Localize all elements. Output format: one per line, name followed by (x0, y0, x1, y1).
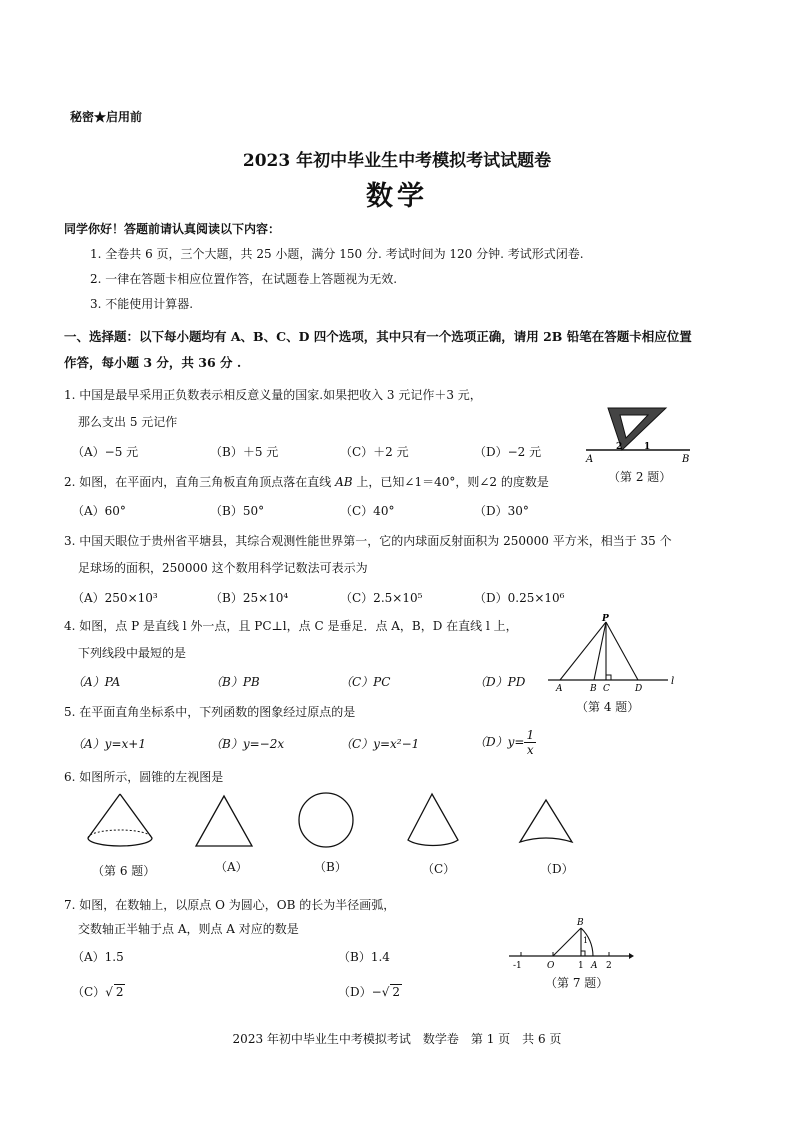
q2-option-d: （D）30° (474, 504, 529, 518)
fraction-1-over-x (524, 728, 536, 757)
q4-figure (540, 612, 690, 694)
option-a-triangle (196, 796, 252, 846)
frac-den: x (526, 743, 534, 757)
q1-option-b: （B）＋5 元 (210, 445, 279, 459)
label-b: B (590, 684, 597, 694)
option-b-circle (299, 793, 353, 847)
option-d-curved-triangle (520, 800, 572, 842)
q5-option-d (474, 728, 536, 757)
q5-option-c: （C）y=x²−1 (340, 737, 420, 751)
q2-stem-post: 上，已知∠1＝40°，则∠2 的度数是 (352, 475, 549, 489)
label-seg-1: 1 (583, 936, 589, 945)
q4-stem-1: 4. 如图，点 P 是直线 l 外一点，且 PC⊥l，点 C 是垂足．点 A，B，D 在直线 l 上， (64, 619, 518, 633)
q1-option-c: （C）＋2 元 (340, 445, 409, 459)
q6-caption: （第 6 题） (92, 864, 156, 878)
q4-option-a: （A）PA (72, 675, 121, 689)
q2-stem-ab: AB (335, 475, 353, 489)
label-d: D (635, 684, 643, 694)
label-a: A (591, 961, 598, 971)
q3-option-d: （D）0.25×10⁶ (474, 591, 565, 605)
q1-stem-2: 那么支出 5 元记作 (78, 415, 178, 429)
sqrt-2-neg: 2 (392, 985, 400, 999)
page-footer: 2023 年初中毕业生中考模拟考试 数学卷 第 1 页 共 6 页 (232, 1032, 562, 1046)
segment-pa (560, 622, 606, 680)
q5-option-b: （B）y=−2x (210, 737, 285, 751)
q1-option-d: （D）−2 元 (474, 445, 542, 459)
label-minus-1: -1 (513, 961, 522, 971)
q7-option-c-label: （C） (72, 985, 106, 999)
label-c: C (603, 684, 610, 694)
label-1: 1 (578, 961, 584, 971)
q7-caption: （第 7 题） (545, 976, 609, 990)
option-c-sector (408, 794, 458, 845)
q7-stem-1: 7. 如图，在数轴上，以原点 O 为圆心，OB 的长为半径画弧， (64, 898, 396, 912)
cone-3d (88, 794, 152, 846)
frac-num: 1 (526, 728, 535, 742)
q6-label-d: （D） (540, 862, 574, 876)
section1-line1: 一、选择题：以下每小题均有 A、B、C、D 四个选项，其中只有一个选项正确，请用 2B 铅笔在答题卡相应位置 (64, 329, 692, 344)
q6-label-a: （A） (215, 860, 248, 874)
sqrt-2: 2 (115, 985, 124, 999)
q5-stem: 5. 在平面直角坐标系中，下列函数的图象经过原点的是 (64, 705, 356, 719)
q5-option-a: （A）y=x+1 (72, 737, 146, 751)
q7-option-d-label: （D）− (338, 985, 382, 999)
q3-stem-2: 足球场的面积，250000 这个数用科学记数法可表示为 (78, 561, 368, 575)
label-a: A (556, 684, 563, 694)
q2-option-b: （B）50° (210, 504, 265, 518)
label-b: B (577, 918, 584, 928)
intro-item-2: 2. 一律在答题卡相应位置作答，在试题卷上答题视为无效. (90, 272, 398, 286)
q4-stem-2: 下列线段中最短的是 (78, 646, 187, 660)
q3-stem-1: 3. 中国天眼位于贵州省平塘县，其综合观测性能世界第一，它的内球面反射面积为 250000 平方米，相当于 35 个 (64, 534, 672, 548)
q7-option-c: （C）√ 2 (72, 985, 124, 999)
q3-option-c: （C）2.5×10⁵ (340, 591, 423, 605)
q1-stem-1: 1. 中国是最早采用正负数表示相反意义量的国家.如果把收入 3 元记作＋3 元， (64, 388, 482, 402)
label-2: 2 (606, 961, 612, 971)
section1-line2: 作答，每小题 3 分，共 36 分 . (64, 355, 242, 370)
q2-stem (64, 473, 549, 490)
q4-option-d: （D）PD (474, 675, 526, 689)
arrow-icon (629, 953, 634, 959)
intro-heading: 同学你好！答题前请认真阅读以下内容： (64, 222, 281, 236)
q4-option-b: （B）PB (210, 675, 260, 689)
label-angle-2: 2 (616, 442, 623, 452)
label-p: P (602, 614, 609, 624)
q6-label-b: （B） (314, 860, 347, 874)
q4-caption: （第 4 题） (576, 700, 640, 714)
q7-option-d: （D）−√ 2 (338, 985, 400, 999)
label-o: O (547, 961, 555, 971)
q6-stem: 6. 如图所示，圆锥的左视图是 (64, 770, 224, 784)
segment-ob (553, 928, 581, 956)
label-b: B (682, 454, 690, 465)
label-a: A (586, 454, 594, 465)
q5-option-d-label: （D）y= (474, 735, 525, 749)
q2-option-a: （A）60° (72, 504, 126, 518)
q3-option-a: （A）250×10³ (72, 591, 158, 605)
q3-option-b: （B）25×10⁴ (210, 591, 289, 605)
segment-pb (594, 622, 606, 680)
exam-title: 2023 年初中毕业生中考模拟考试试题卷 (242, 151, 552, 171)
secret-label: 秘密★启用前 (70, 110, 143, 124)
q2-caption: （第 2 题） (608, 470, 672, 484)
q7-option-a: （A）1.5 (72, 950, 124, 964)
label-angle-1: 1 (644, 442, 651, 452)
intro-item-1: 1. 全卷共 6 页，三个大题，共 25 小题，满分 150 分. 考试时间为 120 分钟. 考试形式闭卷. (90, 247, 584, 261)
label-l: l (671, 676, 675, 687)
q7-figure (505, 912, 635, 972)
q4-option-c: （C）PC (340, 675, 391, 689)
q1-option-a: （A）−5 元 (72, 445, 139, 459)
q7-option-b: （B）1.4 (338, 950, 390, 964)
q2-stem-pre: 2. 如图，在平面内，直角三角板直角顶点落在直线 (64, 475, 336, 489)
right-angle-mark (606, 675, 611, 680)
q2-option-c: （C）40° (340, 504, 395, 518)
intro-item-3: 3. 不能使用计算器. (90, 297, 194, 311)
segment-pd (606, 622, 638, 680)
subject-title: 数学 (366, 181, 428, 212)
q2-figure (578, 400, 698, 466)
q6-label-c: （C） (422, 862, 456, 876)
q7-stem-2: 交数轴正半轴于点 A，则点 A 对应的数是 (78, 922, 299, 936)
q6-figures (84, 790, 604, 860)
right-angle-mark (581, 951, 585, 956)
